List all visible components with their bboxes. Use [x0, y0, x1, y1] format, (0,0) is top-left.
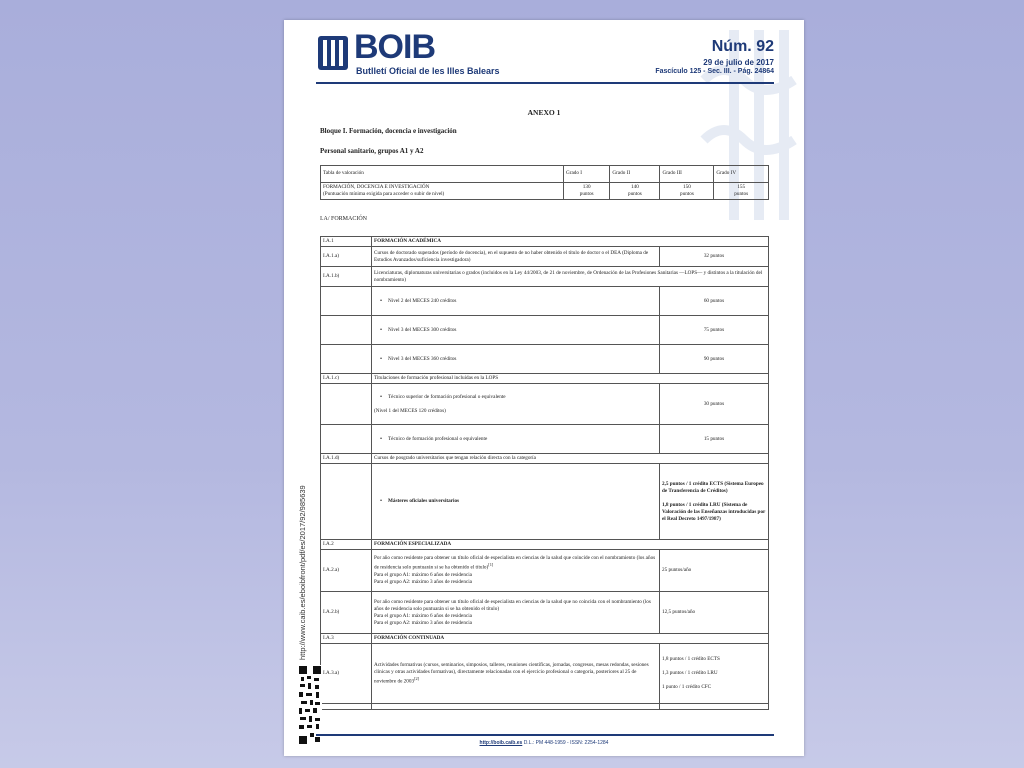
item-label: Nivel 3 del MECES 360 créditos: [388, 355, 457, 362]
row-description: [372, 287, 660, 316]
points-line: 1 punto / 1 crédito CFC: [662, 684, 712, 691]
item-text: Actividades formativas (cursos, seminarios, simposios, talleres, reuniones científicas, jornadas, congresos, mesas redondas, sesiones clínicas y otras actividades formativas), directamente relacionadas con el ejercicio profesional o categoría, posteriores al 25 de noviembre de 2003: [374, 661, 649, 685]
row-points: 15 puntos: [660, 425, 769, 454]
table-row: [321, 425, 769, 454]
document-page: [284, 20, 804, 756]
table-row: [321, 704, 769, 710]
points-line: 2,5 puntos / 1 crédito ECTS (Sistema Europeo de Transferencia de Créditos): [662, 480, 764, 494]
table-row: [321, 464, 769, 540]
table-row: [321, 237, 769, 247]
points-unit: puntos: [627, 191, 642, 198]
row-code: I.A.1.d): [321, 454, 372, 464]
table-row: [321, 592, 769, 634]
table-row: [321, 454, 769, 464]
issue-date: 29 de julio de 2017: [703, 58, 774, 67]
row-code: I.A.3.a): [321, 644, 372, 704]
row-code-empty: [321, 464, 372, 540]
row-code: I.A.1.a): [321, 247, 372, 267]
row-description: [372, 464, 660, 540]
section-heading: FORMACIÓN CONTINUADA: [372, 634, 769, 644]
points-unit: puntos: [734, 191, 749, 198]
footer-legal: D.L.: PM 448-1959 - ISSN: 2254-1284: [523, 740, 609, 746]
points-number: 140: [631, 184, 639, 190]
footnote-ref[interactable]: [2]: [414, 675, 420, 681]
table-row: [321, 247, 769, 267]
issue-fascicle: Fascículo 125 - Sec. III. - Pág. 24864: [655, 68, 774, 75]
row-points: 30 puntos: [660, 384, 769, 425]
row-code: I.A.1.b): [321, 267, 372, 287]
points-unit: puntos: [680, 191, 694, 198]
row-description: [372, 316, 660, 345]
valuation-header-cell: Grado IV: [714, 166, 769, 183]
points-line: 1,8 puntos / 1 crédito LRU (Sistema de Valoración de las Enseñanzas introducidas por el Real Decreto 1497/1987): [662, 501, 766, 522]
valuation-points-cell: [714, 183, 769, 200]
valuation-header-cell: Grado II: [610, 166, 660, 183]
valuation-table: [320, 165, 769, 200]
boib-crest-icon: [316, 34, 350, 72]
bullet-icon: •: [380, 393, 382, 400]
footer: [284, 740, 804, 746]
row-description: Cursos de doctorado superados (período de docencia), en el supuesto de no haber obtenido el título de doctor o el DEA (Diploma de Estudios Avanzados/suficiencia investigadora): [372, 247, 660, 267]
valuation-row-line2: (Puntuación mínima exigida para acceder o subir de nivel): [323, 191, 445, 198]
valuation-header-cell: Grado I: [564, 166, 610, 183]
row-description: [372, 345, 660, 374]
bullet-icon: •: [380, 498, 382, 505]
block-title: Bloque I. Formación, docencia e investigación: [320, 127, 457, 135]
footnote-ref[interactable]: [1]: [488, 562, 494, 568]
header-divider: [316, 82, 774, 84]
bullet-icon: •: [380, 355, 382, 362]
row-code: I.A.2.b): [321, 592, 372, 634]
row-code: I.A.2.a): [321, 550, 372, 592]
row-points-empty: [660, 704, 769, 710]
bullet-icon: •: [380, 297, 382, 304]
row-code-empty: [321, 425, 372, 454]
footer-url[interactable]: http://boib.caib.es: [479, 740, 523, 746]
row-description: Cursos de posgrado universitarios que tengan relación directa con la categoría: [372, 454, 769, 464]
valuation-row-line1: FORMACIÓN, DOCENCIA E INVESTIGACIÓN: [323, 184, 430, 190]
item-sublabel: (Nivel 1 del MECES 120 créditos): [374, 407, 446, 414]
valuation-points-cell: [610, 183, 660, 200]
row-code-empty: [321, 287, 372, 316]
row-code-empty: [321, 704, 372, 710]
row-description: [372, 644, 660, 704]
item-label: Nivel 3 del MECES 300 créditos: [388, 326, 457, 333]
item-label: Nivel 2 del MECES 240 créditos: [388, 297, 457, 304]
row-description: Titulaciones de formación profesional incluidas en la LOPS: [372, 374, 769, 384]
annex-title: ANEXO 1: [527, 108, 561, 117]
item-label: Másteres oficiales universitarios: [388, 498, 460, 505]
bullet-icon: •: [380, 435, 382, 442]
table-row: [321, 634, 769, 644]
issue-number: Núm. 92: [711, 38, 774, 55]
side-verification-url[interactable]: http://www.caib.es/eboibfront/pdf/es/2017/92/985639: [298, 485, 307, 660]
row-points: 12,5 puntos/año: [660, 592, 769, 634]
valuation-row-label: [321, 183, 564, 200]
boib-logo-text: BOIB: [354, 28, 435, 66]
item-text: Por año como residente para obtener un título oficial de especialista en ciencias de la salud que coincide con el nombramiento (los años de residencia solo puntuarán si se ha obtenido el título): [374, 555, 656, 571]
section-heading: FORMACIÓN ESPECIALIZADA: [372, 540, 769, 550]
item-label: Técnico de formación profesional o equivalente: [388, 435, 488, 442]
table-row: [321, 374, 769, 384]
valuation-header-row: [321, 166, 769, 183]
item-text: Para el grupo A1: máximo 6 años de residencia: [374, 612, 472, 619]
valuation-points-cell: [660, 183, 714, 200]
row-code: I.A.2: [321, 540, 372, 550]
valuation-header-cell: Grado III: [660, 166, 714, 183]
bullet-icon: •: [380, 326, 382, 333]
table-row: [321, 267, 769, 287]
points-line: 1,3 puntos / 1 crédito LRU: [662, 670, 718, 677]
row-points: 60 puntos: [660, 287, 769, 316]
points-line: 1,8 puntos / 1 crédito ECTS: [662, 656, 720, 663]
row-points: 32 puntos: [660, 247, 769, 267]
row-code: I.A.1.c): [321, 374, 372, 384]
item-label: Técnico superior de formación profesional o equivalente: [388, 393, 506, 400]
table-row: [321, 287, 769, 316]
row-description: [372, 550, 660, 592]
item-text: Para el grupo A1: máximo 6 años de residencia: [374, 571, 472, 578]
row-description: Licenciaturas, diplomaturas universitarias o grados (incluidos en la Ley 44/2003, de 21 de noviembre, de Ordenación de las Profesiones Sanitarias —LOPS— y distintos a la titulación del nombramiento): [372, 267, 769, 287]
table-row: [321, 345, 769, 374]
row-points: 75 puntos: [660, 316, 769, 345]
points-number: 150: [683, 184, 691, 190]
table-row: [321, 550, 769, 592]
formacion-table: [320, 236, 769, 710]
row-points: [660, 644, 769, 704]
item-text: Para el grupo A2: máximo 3 años de residencia: [374, 578, 472, 585]
points-number: 130: [582, 184, 591, 190]
item-text: Por año como residente para obtener un título oficial de especialista en ciencias de la salud que no coincida con el nombramiento (los años de residencia solo puntuarán si se ha obtenido el título): [374, 598, 651, 612]
valuation-header-cell: Tabla de valoración: [321, 166, 564, 183]
row-description: [372, 384, 660, 425]
table-row: [321, 540, 769, 550]
row-description: [372, 425, 660, 454]
formacion-label: I.A/ FORMACIÓN: [320, 216, 368, 222]
valuation-points-row: [321, 183, 769, 200]
row-description: [372, 592, 660, 634]
row-description-empty: [372, 704, 660, 710]
section-heading: FORMACIÓN ACADÉMICA: [372, 237, 769, 247]
item-text: Para el grupo A2: máximo 3 años de residencia: [374, 619, 472, 626]
row-code-empty: [321, 316, 372, 345]
row-code-empty: [321, 384, 372, 425]
row-points: [660, 464, 769, 540]
row-code-empty: [321, 345, 372, 374]
table-row: [321, 316, 769, 345]
row-points: 25 puntos/año: [660, 550, 769, 592]
group-title: Personal sanitario, grupos A1 y A2: [320, 147, 424, 155]
boib-subtitle: Butlletí Oficial de les Illes Balears: [356, 66, 500, 76]
table-row: [321, 644, 769, 704]
row-code: I.A.1: [321, 237, 372, 247]
barcode-icon: [298, 665, 322, 745]
valuation-points-cell: [564, 183, 610, 200]
table-row: [321, 384, 769, 425]
footer-divider: [316, 734, 774, 736]
row-points: 90 puntos: [660, 345, 769, 374]
points-number: 155: [737, 184, 746, 190]
points-unit: puntos: [579, 191, 594, 198]
row-code: I.A.3: [321, 634, 372, 644]
